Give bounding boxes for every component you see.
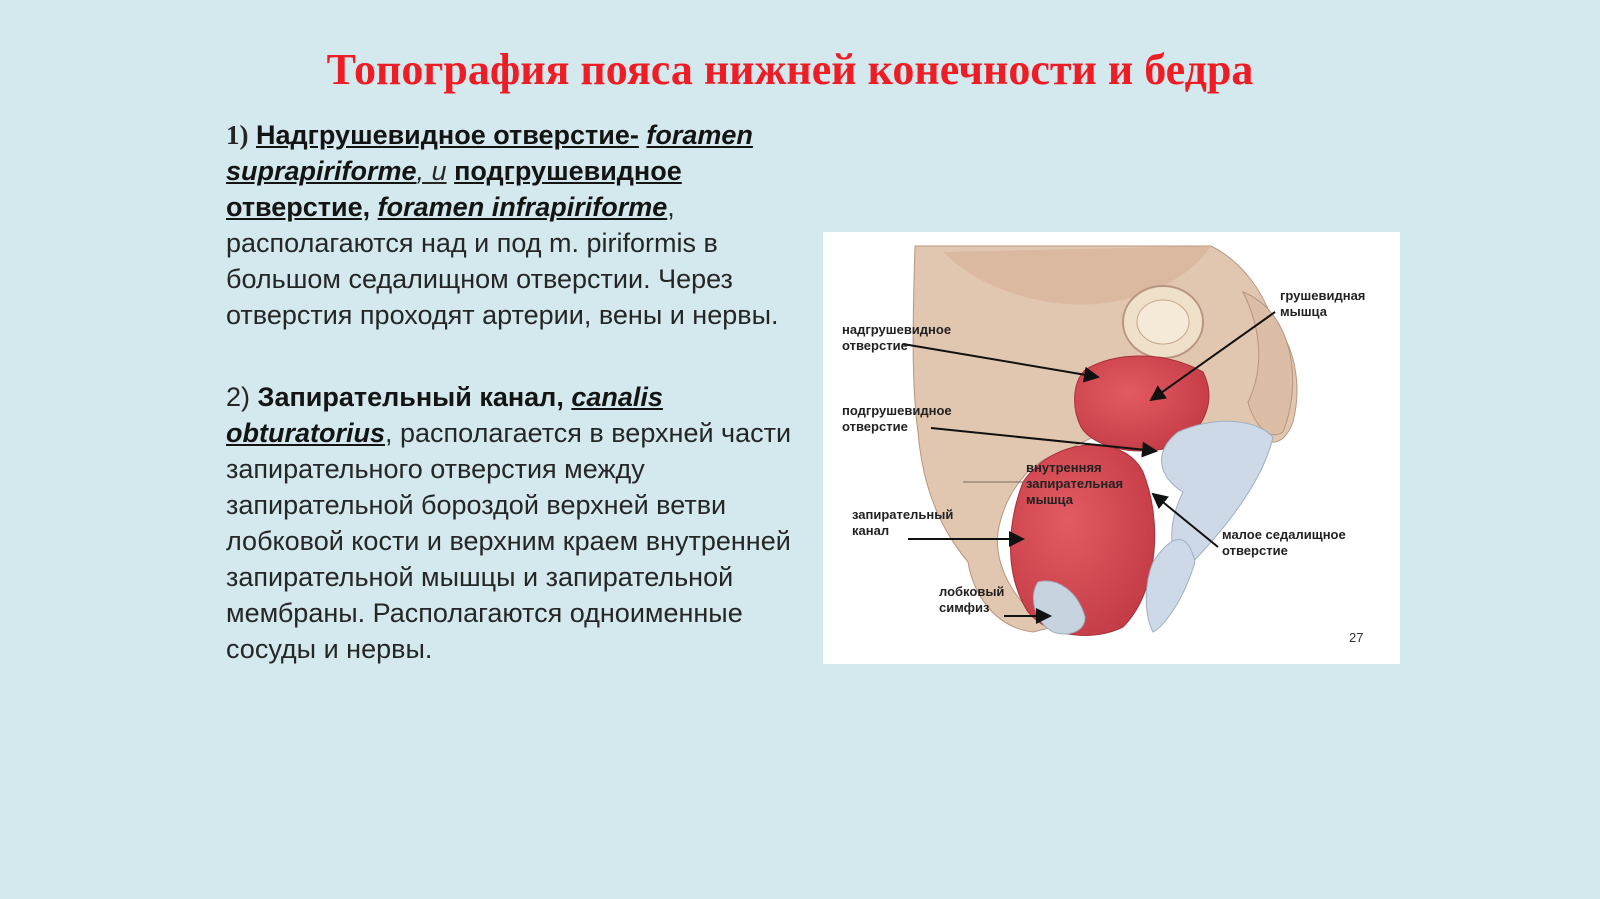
text-column [226,117,800,667]
term-infrapiriform: подгрушевидное отверстие, [226,156,682,222]
paragraph-number: 1) [226,120,249,150]
term-obturator-canal: Запирательный канал, [257,382,564,412]
label-lesser-sciatic-foramen: малое седалищное отверстие [1222,527,1346,558]
paragraph-piriform-foramina [226,117,800,333]
label-piriformis-muscle: грушевидная мышца [1280,288,1366,319]
page-number: 27 [1349,630,1364,645]
label-suprapiriform-foramen: надгрушевидное отверстие [842,322,952,353]
paragraph-body: , располагается в верхней части запирательного отверстия между запирательной бороздой верхней ветви лобковой кости и верхним краем внутренней запирательной мышцы и запирательной мембраны. Располагаются одноименные сосуды и нервы. [226,418,792,664]
latin-obturator-canal: canalis obturatorius [226,382,663,448]
latin-infrapiriform: foramen infrapiriforme [377,192,668,222]
label-obturator-canal: запирательный канал [852,507,954,538]
label-pubic-symphysis: лобковый симфиз [939,584,1005,615]
paragraph-number: 2) [226,382,251,412]
latin-suprapiriform: foramen suprapiriforme [226,120,753,186]
slide-title: Топография пояса нижней конечности и бедра [326,45,1254,94]
paragraph-obturator-canal [226,379,800,667]
term-suprapiriform: Надгрушевидное отверстие- [256,120,639,150]
paragraph-body: , располагаются над и под m. piriformis в большом седалищном отверстии. Через отверстия проходят артерии, вены и нервы. [226,192,779,330]
label-obturator-internus: внутренняя запирательная мышца [1026,460,1124,507]
anatomy-figure [823,232,1400,664]
conjunction: , и [416,156,447,186]
label-infrapiriform-foramen: подгрушевидное отверстие [842,403,952,434]
